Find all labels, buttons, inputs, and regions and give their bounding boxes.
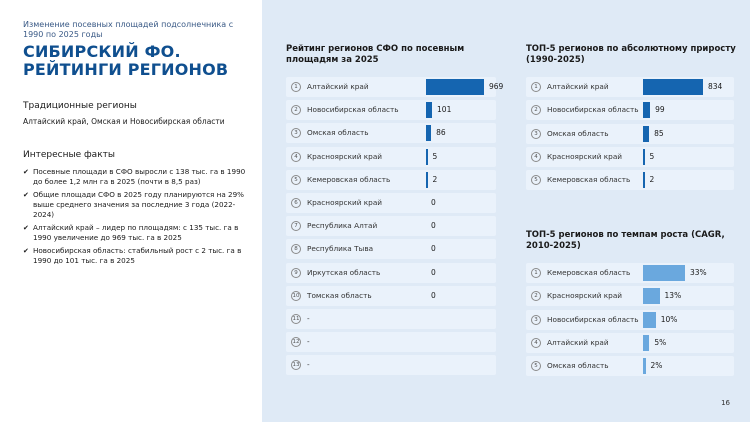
bar — [643, 312, 656, 328]
rank-badge: 1 — [291, 82, 301, 92]
bar — [426, 172, 428, 188]
category-label: Алтайский край — [547, 337, 609, 347]
chart-row — [526, 356, 734, 376]
chart-title-area-ranking: Рейтинг регионов СФО по посевным площадям за 2025 — [286, 44, 465, 65]
rank-badge: 2 — [531, 105, 541, 115]
bar — [643, 172, 645, 188]
value-label: 99 — [655, 105, 665, 115]
chart-row — [526, 310, 734, 330]
value-label: 2% — [650, 361, 663, 371]
category-label: Новосибирская область — [547, 105, 639, 115]
rank-badge: 5 — [291, 175, 301, 185]
slide-title: СИБИРСКИЙ ФО. РЕЙТИНГИ РЕГИОНОВ — [23, 42, 229, 79]
fact-item: ✔ Посевные площади в СФО выросли с 138 тыс. га в 1990 до более 1,2 млн га в 2025 (почти в 8,5 раз) — [23, 167, 246, 186]
category-label: Новосибирская область — [547, 314, 639, 324]
category-label: Томская область — [307, 290, 372, 300]
category-label: Красноярский край — [307, 198, 383, 207]
chart-row — [286, 332, 496, 352]
rank-badge: 4 — [291, 152, 301, 162]
rank-badge: 4 — [531, 152, 541, 162]
checkmark-icon: ✔ — [23, 247, 29, 255]
bar — [643, 79, 703, 95]
fact-item: ✔ Новосибирская область: стабильный рост с 2 тыс. га в 1990 до 101 тыс. га в 2025 — [23, 246, 242, 265]
rank-badge: 1 — [531, 82, 541, 92]
chart-row — [286, 100, 496, 120]
chart-row — [286, 263, 496, 283]
bar — [643, 288, 660, 304]
value-label: 969 — [489, 82, 504, 91]
category-label: Новосибирская область — [307, 105, 399, 115]
bar — [643, 149, 645, 165]
chart-row — [286, 239, 496, 259]
chart-row — [526, 333, 734, 353]
chart-row — [286, 147, 496, 167]
facts-heading: Интересные факты — [23, 150, 115, 160]
category-label: Омская область — [547, 128, 609, 138]
rank-badge: 3 — [531, 129, 541, 139]
rank-badge: 7 — [291, 221, 301, 231]
category-label: Иркутская область — [307, 267, 381, 277]
chart-title-absolute-growth: ТОП-5 регионов по абсолютному приросту (1990-2025) — [526, 44, 736, 65]
chart-title-cagr: ТОП-5 регионов по темпам роста (CAGR, 2010-2025) — [526, 230, 725, 251]
category-label: Кемеровская область — [547, 268, 631, 277]
value-label: 33% — [690, 268, 707, 277]
facts-list — [23, 167, 255, 269]
rank-badge: 2 — [291, 105, 301, 115]
slide-subtitle: Изменение посевных площадей подсолнечника с 1990 по 2025 годы — [23, 20, 234, 39]
category-label: Красноярский край — [547, 151, 623, 161]
value-label: 86 — [436, 128, 446, 138]
category-label: - — [307, 360, 310, 370]
checkmark-icon: ✔ — [23, 191, 29, 199]
rank-badge: 10 — [292, 292, 300, 299]
value-label: 0 — [431, 221, 436, 231]
chart-row — [526, 124, 734, 144]
category-label: Кемеровская область — [547, 175, 631, 185]
category-label: Алтайский край — [307, 82, 369, 91]
bar — [643, 265, 685, 281]
category-label: Алтайский край — [547, 82, 609, 91]
rank-badge: 8 — [291, 244, 301, 254]
category-label: - — [307, 337, 310, 347]
bar — [643, 335, 649, 351]
value-label: 13% — [664, 291, 682, 301]
bar — [426, 149, 428, 165]
value-label: 85 — [654, 128, 664, 138]
rank-badge: 4 — [531, 338, 541, 348]
category-label: Республика Алтай — [307, 221, 378, 231]
chart-row — [526, 263, 734, 283]
bar — [426, 79, 484, 95]
value-label: 5 — [649, 151, 655, 161]
rank-badge: 12 — [292, 339, 300, 346]
value-label: 101 — [437, 105, 452, 115]
category-label: Красноярский край — [307, 151, 383, 161]
value-label: 0 — [431, 290, 436, 300]
chart-row — [526, 147, 734, 167]
bar — [643, 126, 649, 142]
value-label: 2 — [649, 175, 655, 185]
rank-badge: 13 — [292, 362, 300, 369]
rank-badge: 2 — [531, 291, 541, 301]
category-label: Кемеровская область — [307, 174, 391, 184]
fact-item: ✔ Алтайский край – лидер по площадям: с 135 тыс. га в 1990 увеличение до 969 тыс. га в 2025 — [23, 223, 239, 242]
rank-badge: 1 — [531, 268, 541, 278]
category-label: Красноярский край — [547, 291, 623, 301]
chart-row — [286, 216, 496, 236]
chart-row — [526, 170, 734, 190]
rank-badge: 6 — [291, 198, 301, 208]
chart-row — [286, 286, 496, 306]
chart-row — [286, 77, 504, 97]
chart-row — [286, 170, 496, 190]
value-label: 834 — [708, 82, 723, 91]
traditional-text: Алтайский край, Омская и Новосибирская области — [23, 117, 225, 126]
category-label: Омская область — [547, 361, 609, 371]
value-label: 0 — [431, 267, 436, 277]
value-label: 5% — [654, 337, 667, 347]
rank-badge: 11 — [292, 316, 300, 322]
category-label: Омская область — [307, 128, 369, 138]
bar — [643, 102, 650, 118]
rank-badge: 5 — [531, 175, 541, 185]
chart-row — [526, 100, 734, 120]
chart-row — [286, 355, 496, 375]
chart-row — [526, 77, 734, 97]
page-number: 16 — [721, 399, 730, 407]
rank-badge: 9 — [291, 268, 301, 278]
value-label: 10% — [660, 314, 678, 324]
chart-row — [286, 193, 496, 213]
bar — [643, 358, 646, 374]
value-label: 0 — [431, 244, 436, 254]
value-label: 2 — [432, 174, 438, 184]
right-panel — [262, 0, 750, 422]
chart-row — [286, 309, 496, 329]
value-label: 0 — [431, 198, 436, 207]
category-label: Республика Тыва — [307, 244, 374, 254]
rank-badge: 3 — [531, 315, 541, 325]
rank-badge: 3 — [291, 128, 301, 138]
checkmark-icon: ✔ — [23, 224, 29, 232]
bar — [426, 125, 431, 141]
value-label: 5 — [432, 151, 438, 161]
rank-badge: 5 — [531, 361, 541, 371]
chart-row — [286, 123, 496, 143]
category-label: - — [307, 314, 310, 323]
chart-row — [526, 286, 734, 306]
traditional-heading: Традиционные регионы — [23, 101, 137, 111]
checkmark-icon: ✔ — [23, 168, 29, 176]
fact-item: ✔ Общие площади СФО в 2025 году планируются на 29% выше среднего значения за последние 3 года (2022-2024) — [23, 190, 244, 219]
left-panel — [0, 0, 262, 422]
bar — [426, 102, 432, 118]
